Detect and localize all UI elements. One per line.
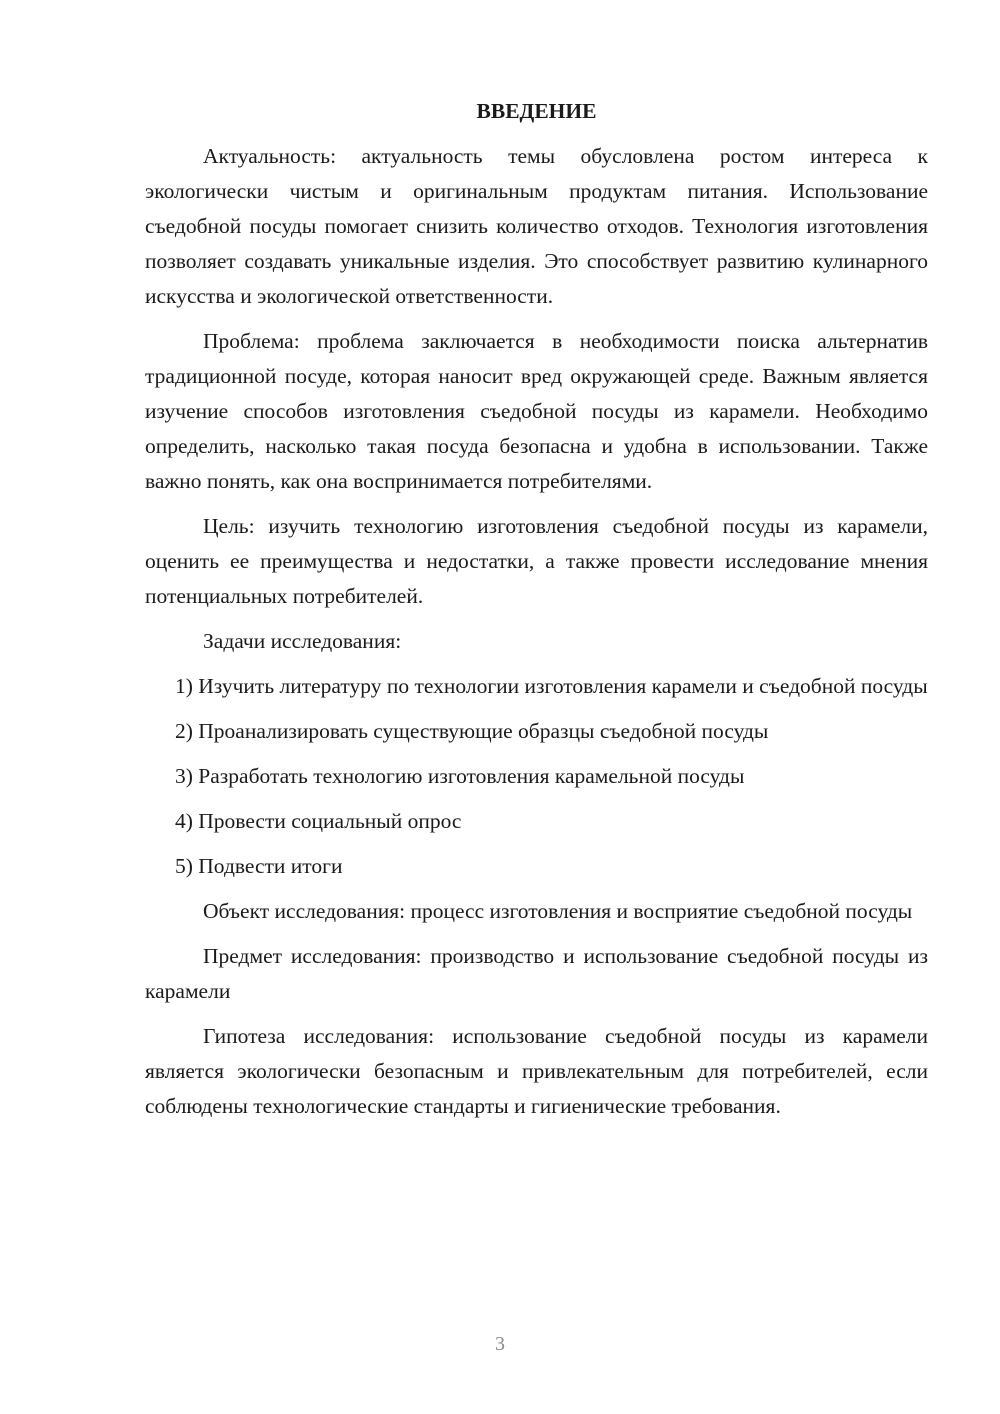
list-item: 1) Изучить литературу по технологии изготовления карамели и съедобной посуды — [175, 674, 928, 698]
goal-paragraph: Цель: изучить технологию изготовления съедобной посуды из карамели, оценить ее преимущества и недостатки, а также провести исследование мнения потенциальных потребителей. — [145, 514, 928, 608]
document-page — [145, 96, 928, 1134]
list-item: 4) Провести социальный опрос — [175, 809, 462, 833]
list-item: 2) Проанализировать существующие образцы съедобной посуды — [175, 719, 769, 743]
tasks-heading: Задачи исследования: — [203, 629, 402, 653]
tasks-list — [145, 669, 928, 884]
problem-paragraph: Проблема: проблема заключается в необходимости поиска альтернатив традиционной посуде, которая наносит вред окружающей среде. Важным является изучение способов изготовления съедобной посуды из карамели. Необходимо определить, насколько такая посуда безопасна и удобна в использовании. Также важно понять, как она воспринимается потребителями. — [145, 329, 928, 493]
relevance-paragraph: Актуальность: актуальность темы обусловлена ростом интереса к экологически чистым и оригинальным продуктам питания. Использование съедобной посуды помогает снизить количество отходов. Технология изготовления позволяет создавать уникальные изделия. Это способствует развитию кулинарного искусства и экологической ответственности. — [145, 144, 928, 308]
hypothesis-paragraph: Гипотеза исследования: использование съедобной посуды из карамели является экологически безопасным и привлекательным для потребителей, если соблюдены технологические стандарты и гигиенические требования. — [145, 1024, 928, 1118]
object-paragraph: Объект исследования: процесс изготовления и восприятие съедобной посуды — [203, 899, 913, 923]
page-title: ВВЕДЕНИЕ — [476, 99, 597, 123]
list-item: 5) Подвести итоги — [175, 854, 343, 878]
subject-paragraph: Предмет исследования: производство и использование съедобной посуды из карамели — [145, 944, 928, 1003]
page-number: 3 — [495, 1333, 505, 1355]
list-item: 3) Разработать технологию изготовления карамельной посуды — [175, 764, 745, 788]
